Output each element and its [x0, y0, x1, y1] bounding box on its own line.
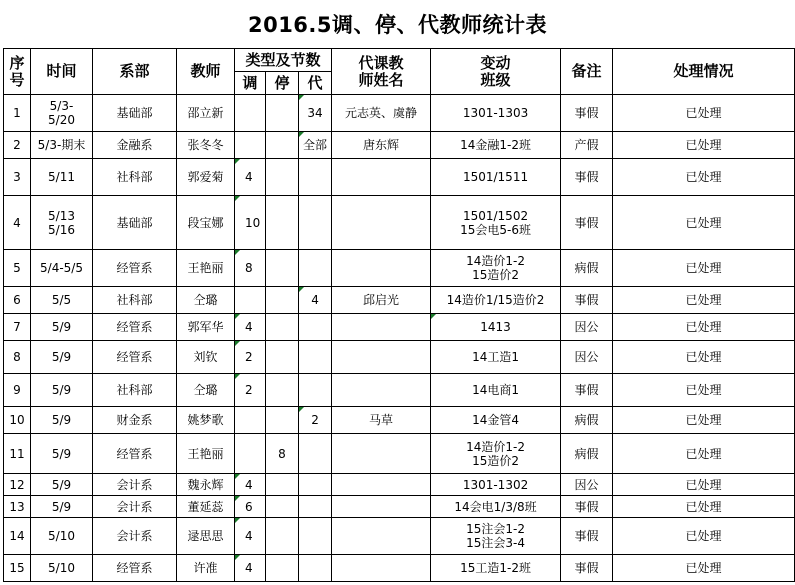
cell-seq[interactable]: 3 [4, 159, 31, 196]
cell-dai[interactable] [299, 159, 332, 196]
cell-ting[interactable] [266, 250, 299, 287]
cell-time[interactable]: 5/5 [31, 287, 93, 314]
cell-time[interactable]: 5/9 [31, 341, 93, 374]
cell-ting[interactable] [266, 518, 299, 555]
cell-seq[interactable]: 14 [4, 518, 31, 555]
cell-sub-teacher[interactable] [332, 555, 431, 582]
cell-status[interactable]: 已处理 [613, 496, 795, 518]
cell-seq[interactable]: 7 [4, 314, 31, 341]
cell-change-class[interactable]: 1501/1511 [431, 159, 561, 196]
cell-time[interactable]: 5/9 [31, 474, 93, 496]
cell-dai[interactable] [299, 518, 332, 555]
cell-dai[interactable] [299, 374, 332, 407]
cell-dai[interactable] [299, 496, 332, 518]
cell-ting[interactable] [266, 132, 299, 159]
cell-tiao[interactable]: 4 [235, 555, 266, 582]
cell-teacher[interactable]: 逯思思 [177, 518, 235, 555]
cell-note[interactable]: 事假 [561, 159, 613, 196]
cell-sub-teacher[interactable] [332, 434, 431, 474]
cell-note[interactable]: 事假 [561, 287, 613, 314]
cell-status[interactable]: 已处理 [613, 196, 795, 250]
cell-sub-teacher[interactable] [332, 159, 431, 196]
cell-tiao[interactable] [235, 407, 266, 434]
cell-note[interactable]: 事假 [561, 555, 613, 582]
cell-sub-teacher[interactable] [332, 496, 431, 518]
cell-status[interactable]: 已处理 [613, 555, 795, 582]
cell-tiao[interactable] [235, 434, 266, 474]
cell-ting[interactable] [266, 474, 299, 496]
cell-dept[interactable]: 经管系 [93, 250, 177, 287]
cell-teacher[interactable]: 姚梦歌 [177, 407, 235, 434]
cell-ting[interactable] [266, 496, 299, 518]
cell-tiao[interactable]: 4 [235, 314, 266, 341]
cell-change-class[interactable]: 15工造1-2班 [431, 555, 561, 582]
cell-status[interactable]: 已处理 [613, 250, 795, 287]
cell-tiao[interactable] [235, 95, 266, 132]
cell-teacher[interactable]: 仝璐 [177, 374, 235, 407]
cell-sub-teacher[interactable] [332, 518, 431, 555]
header-sub-teacher: 代课教 师姓名 [332, 49, 431, 95]
cell-sub-teacher[interactable] [332, 196, 431, 250]
cell-time[interactable]: 5/3- 5/20 [31, 95, 93, 132]
cell-ting[interactable] [266, 287, 299, 314]
cell-note[interactable]: 事假 [561, 196, 613, 250]
cell-note[interactable]: 病假 [561, 407, 613, 434]
table-row [4, 434, 795, 474]
cell-dai[interactable]: 34 [299, 95, 332, 132]
cell-ting[interactable] [266, 407, 299, 434]
cell-time[interactable]: 5/9 [31, 407, 93, 434]
cell-time[interactable]: 5/9 [31, 374, 93, 407]
cell-note[interactable]: 因公 [561, 474, 613, 496]
cell-teacher[interactable]: 段宝娜 [177, 196, 235, 250]
cell-tiao[interactable]: 4 [235, 159, 266, 196]
header-dept: 系部 [93, 49, 177, 95]
cell-change-class[interactable]: 14金管4 [431, 407, 561, 434]
cell-change-class[interactable]: 14造价1/15造价2 [431, 287, 561, 314]
cell-dai[interactable] [299, 250, 332, 287]
table-row [4, 341, 795, 374]
cell-status[interactable]: 已处理 [613, 474, 795, 496]
cell-teacher[interactable]: 许准 [177, 555, 235, 582]
table-row [4, 196, 795, 250]
cell-time[interactable]: 5/11 [31, 159, 93, 196]
cell-ting[interactable] [266, 159, 299, 196]
cell-change-class[interactable]: 14工造1 [431, 341, 561, 374]
cell-seq[interactable]: 13 [4, 496, 31, 518]
cell-teacher[interactable]: 王艳丽 [177, 250, 235, 287]
cell-change-class[interactable]: 14金融1-2班 [431, 132, 561, 159]
cell-change-class[interactable]: 14会电1/3/8班 [431, 496, 561, 518]
cell-time[interactable]: 5/3-期末 [31, 132, 93, 159]
cell-note[interactable]: 病假 [561, 434, 613, 474]
header-type-tiao: 调 [235, 72, 266, 95]
cell-tiao[interactable]: 4 [235, 518, 266, 555]
table-row [4, 555, 795, 582]
table-row [4, 518, 795, 555]
cell-seq[interactable]: 4 [4, 196, 31, 250]
cell-tiao[interactable] [235, 287, 266, 314]
cell-tiao[interactable] [235, 132, 266, 159]
cell-ting[interactable]: 8 [266, 434, 299, 474]
cell-time[interactable]: 5/10 [31, 518, 93, 555]
cell-teacher[interactable]: 张冬冬 [177, 132, 235, 159]
cell-ting[interactable] [266, 95, 299, 132]
cell-sub-teacher[interactable]: 马草 [332, 407, 431, 434]
cell-ting[interactable] [266, 196, 299, 250]
cell-dept[interactable]: 会计系 [93, 518, 177, 555]
header-note: 备注 [561, 49, 613, 95]
cell-dai[interactable] [299, 555, 332, 582]
cell-change-class[interactable]: 14造价1-2 15造价2 [431, 434, 561, 474]
cell-status[interactable]: 已处理 [613, 159, 795, 196]
cell-dept[interactable]: 经管系 [93, 555, 177, 582]
cell-teacher[interactable]: 刘钦 [177, 341, 235, 374]
cell-dai[interactable] [299, 434, 332, 474]
cell-teacher[interactable]: 王艳丽 [177, 434, 235, 474]
cell-dai[interactable]: 2 [299, 407, 332, 434]
cell-dept[interactable]: 经管系 [93, 434, 177, 474]
table-row [4, 159, 795, 196]
cell-change-class[interactable]: 14造价1-2 15造价2 [431, 250, 561, 287]
table-row [4, 314, 795, 341]
cell-teacher[interactable]: 郭军华 [177, 314, 235, 341]
cell-seq[interactable]: 12 [4, 474, 31, 496]
cell-dai[interactable] [299, 341, 332, 374]
cell-sub-teacher[interactable] [332, 341, 431, 374]
cell-sub-teacher[interactable]: 邱启光 [332, 287, 431, 314]
cell-status[interactable]: 已处理 [613, 132, 795, 159]
cell-dept[interactable]: 社科部 [93, 287, 177, 314]
cell-change-class[interactable]: 1301-1303 [431, 95, 561, 132]
table-row [4, 250, 795, 287]
cell-time[interactable]: 5/9 [31, 314, 93, 341]
cell-dept[interactable]: 金融系 [93, 132, 177, 159]
header-type-group: 类型及节数 [235, 49, 332, 72]
cell-tiao[interactable]: 8 [235, 250, 266, 287]
cell-dept[interactable]: 社科部 [93, 374, 177, 407]
cell-change-class[interactable]: 1301-1302 [431, 474, 561, 496]
table-row [4, 474, 795, 496]
cell-sub-teacher[interactable] [332, 314, 431, 341]
header-status: 处理情况 [613, 49, 795, 95]
cell-ting[interactable] [266, 555, 299, 582]
cell-teacher[interactable]: 董延蕊 [177, 496, 235, 518]
cell-sub-teacher[interactable] [332, 374, 431, 407]
cell-seq[interactable]: 9 [4, 374, 31, 407]
cell-ting[interactable] [266, 374, 299, 407]
cell-note[interactable]: 事假 [561, 496, 613, 518]
cell-seq[interactable]: 8 [4, 341, 31, 374]
table-row [4, 287, 795, 314]
table-row [4, 407, 795, 434]
cell-dai[interactable] [299, 474, 332, 496]
cell-seq[interactable]: 5 [4, 250, 31, 287]
header-change-class: 变动 班级 [431, 49, 561, 95]
cell-ting[interactable] [266, 341, 299, 374]
cell-status[interactable]: 已处理 [613, 407, 795, 434]
header-type-ting: 停 [266, 72, 299, 95]
cell-dept[interactable]: 基础部 [93, 196, 177, 250]
cell-dept[interactable]: 社科部 [93, 159, 177, 196]
cell-teacher[interactable]: 仝璐 [177, 287, 235, 314]
cell-sub-teacher[interactable]: 唐东辉 [332, 132, 431, 159]
cell-dai[interactable]: 4 [299, 287, 332, 314]
cell-status[interactable]: 已处理 [613, 434, 795, 474]
cell-status[interactable]: 已处理 [613, 95, 795, 132]
sheet-title: 2016.5调、停、代教师统计表 [247, 13, 548, 37]
cell-time[interactable]: 5/9 [31, 496, 93, 518]
cell-sub-teacher[interactable] [332, 474, 431, 496]
cell-status[interactable]: 已处理 [613, 518, 795, 555]
cell-time[interactable]: 5/10 [31, 555, 93, 582]
cell-dept[interactable]: 经管系 [93, 341, 177, 374]
cell-status[interactable]: 已处理 [613, 374, 795, 407]
cell-dai[interactable]: 全部 [299, 132, 332, 159]
cell-dept[interactable]: 经管系 [93, 314, 177, 341]
cell-dai[interactable] [299, 196, 332, 250]
cell-note[interactable]: 事假 [561, 374, 613, 407]
table-row [4, 95, 795, 132]
header-type-dai: 代 [299, 72, 332, 95]
cell-seq[interactable]: 6 [4, 287, 31, 314]
cell-tiao[interactable]: 10 [235, 196, 266, 250]
cell-note[interactable]: 事假 [561, 95, 613, 132]
cell-change-class[interactable]: 14电商1 [431, 374, 561, 407]
cell-note[interactable]: 事假 [561, 518, 613, 555]
cell-teacher[interactable]: 郭爱菊 [177, 159, 235, 196]
cell-tiao[interactable]: 4 [235, 474, 266, 496]
cell-dept[interactable]: 会计系 [93, 474, 177, 496]
teacher-stats-table [3, 48, 795, 582]
cell-seq[interactable]: 2 [4, 132, 31, 159]
header-seq: 序 号 [4, 49, 31, 95]
cell-dept[interactable]: 会计系 [93, 496, 177, 518]
cell-sub-teacher[interactable] [332, 250, 431, 287]
cell-tiao[interactable]: 2 [235, 374, 266, 407]
header-time: 时间 [31, 49, 93, 95]
cell-tiao[interactable]: 6 [235, 496, 266, 518]
cell-change-class[interactable]: 1413 [431, 314, 561, 341]
cell-dept[interactable]: 财金系 [93, 407, 177, 434]
table-row [4, 496, 795, 518]
cell-change-class[interactable]: 1501/1502 15会电5-6班 [431, 196, 561, 250]
cell-time[interactable]: 5/4-5/5 [31, 250, 93, 287]
table-row [4, 374, 795, 407]
cell-ting[interactable] [266, 314, 299, 341]
cell-tiao[interactable]: 2 [235, 341, 266, 374]
cell-change-class[interactable]: 15注会1-2 15注会3-4 [431, 518, 561, 555]
cell-status[interactable]: 已处理 [613, 341, 795, 374]
table-row [4, 132, 795, 159]
cell-note[interactable]: 因公 [561, 314, 613, 341]
cell-note[interactable]: 产假 [561, 132, 613, 159]
cell-note[interactable]: 病假 [561, 250, 613, 287]
cell-time[interactable]: 5/9 [31, 434, 93, 474]
cell-note[interactable]: 因公 [561, 341, 613, 374]
cell-teacher[interactable]: 魏永辉 [177, 474, 235, 496]
cell-dai[interactable] [299, 314, 332, 341]
cell-sub-teacher[interactable]: 元志英、虞静 [332, 95, 431, 132]
cell-status[interactable]: 已处理 [613, 287, 795, 314]
cell-seq[interactable]: 1 [4, 95, 31, 132]
cell-seq[interactable]: 10 [4, 407, 31, 434]
cell-seq[interactable]: 11 [4, 434, 31, 474]
header-teacher: 教师 [177, 49, 235, 95]
cell-time[interactable]: 5/13 5/16 [31, 196, 93, 250]
cell-teacher[interactable]: 邵立新 [177, 95, 235, 132]
cell-status[interactable]: 已处理 [613, 314, 795, 341]
cell-seq[interactable]: 15 [4, 555, 31, 582]
cell-dept[interactable]: 基础部 [93, 95, 177, 132]
